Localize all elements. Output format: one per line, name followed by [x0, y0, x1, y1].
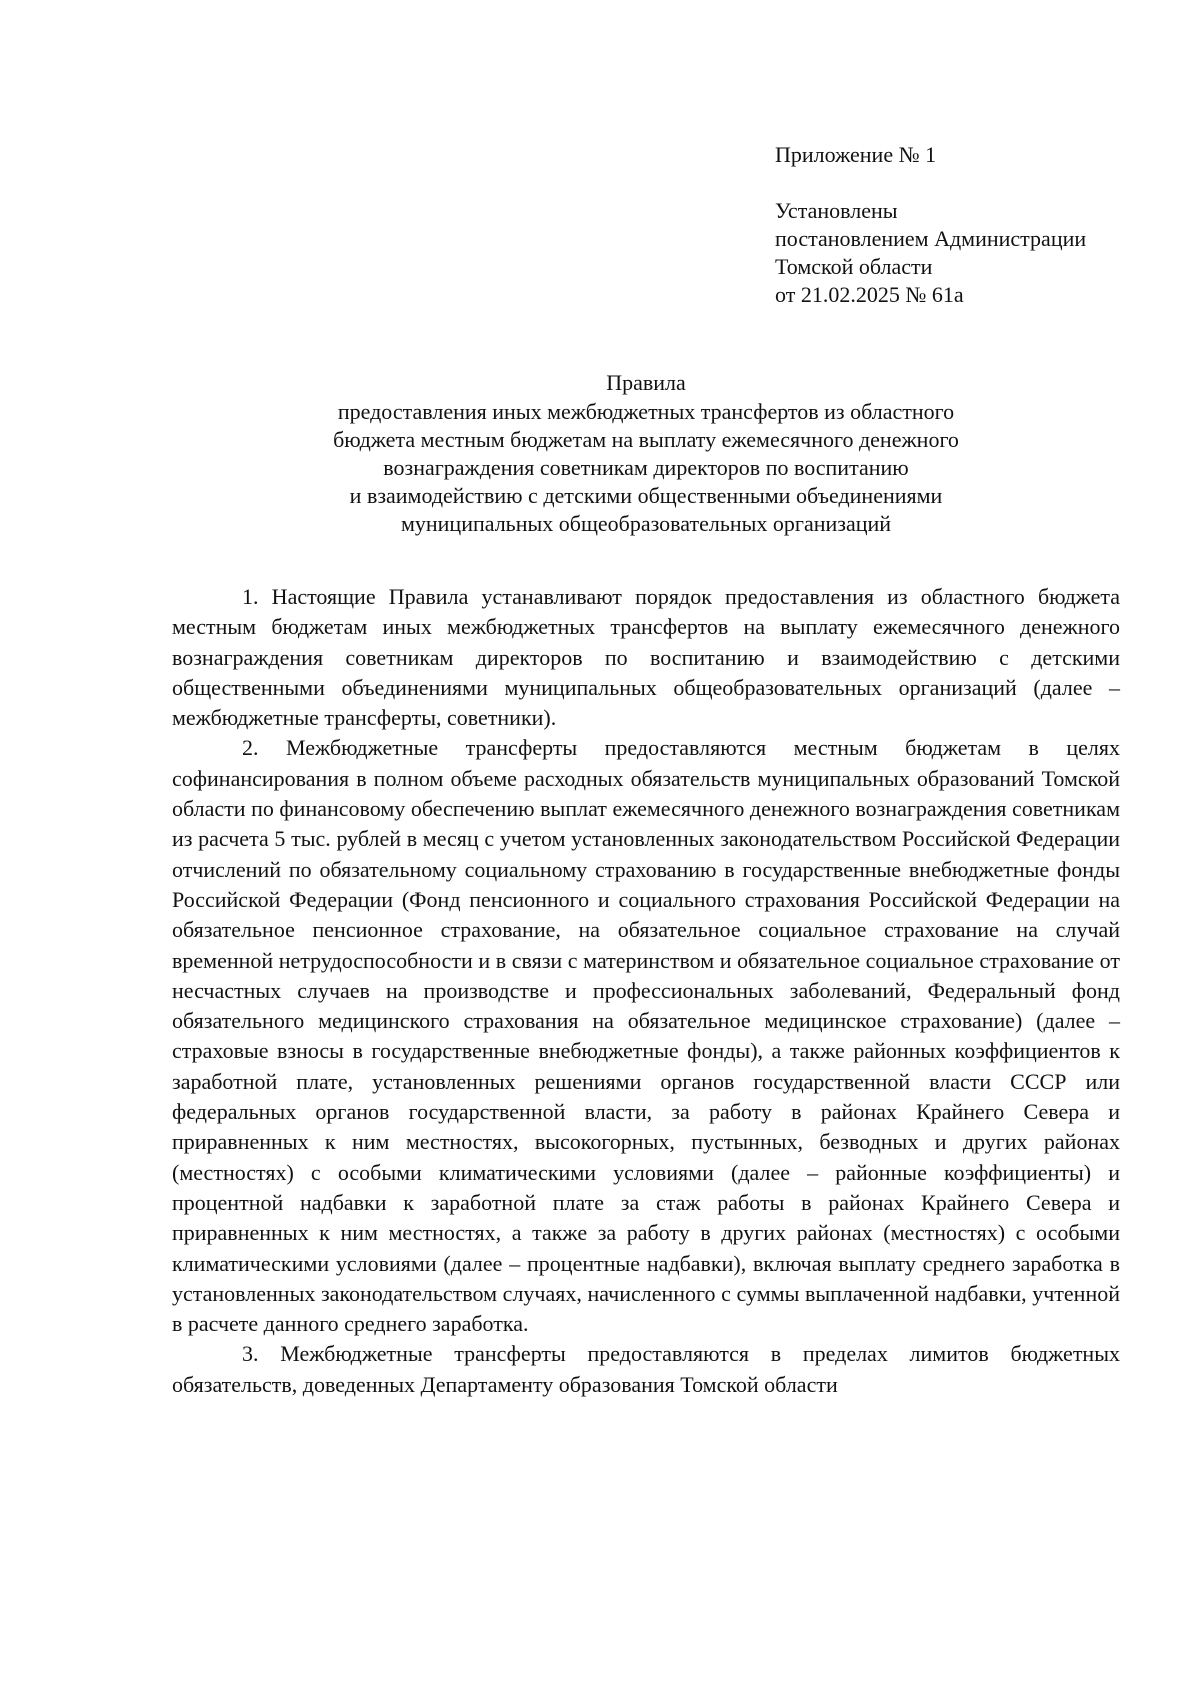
title-heading: Правила: [606, 370, 686, 395]
title-line: предоставления иных межбюджетных трансфертов из областного: [337, 399, 955, 424]
approval-block: [775, 141, 1175, 309]
document-title: [172, 369, 1120, 538]
paragraph-1: 1. Настоящие Правила устанавливают порядок предоставления из областного бюджета местным бюджетам иных межбюджетных трансфертов на выплату ежемесячного денежного вознаграждения советникам директоров по воспитанию и взаимодействию с детскими общественными объединениями муниципальных общеобразовательных организаций (далее – межбюджетные трансферты, советники).: [172, 584, 1120, 731]
paragraph-3: 3. Межбюджетные трансферты предоставляются в пределах лимитов бюджетных обязательств, доведенных Департаменту образования Томской области: [172, 1341, 1120, 1397]
approval-date-line: от 21.02.2025 № 61а: [775, 282, 964, 307]
document-body: [172, 582, 1120, 1400]
title-line: муниципальных общеобразовательных организаций: [400, 511, 892, 536]
title-line: вознаграждения советникам директоров по воспитанию: [383, 455, 909, 480]
title-line: и взаимодействию с детскими общественными объединениями: [349, 483, 943, 508]
approval-line: Установлены: [775, 198, 898, 223]
title-line: бюджета местным бюджетам на выплату ежемесячного денежного: [333, 427, 959, 452]
paragraph-2: 2. Межбюджетные трансферты предоставляются местным бюджетам в целях софинансирования в полном объеме расходных обязательств муниципальных образований Томской области по финансовому обеспечению выплат ежемесячного денежного вознаграждения советникам из расчета 5 тыс. рублей в месяц с учетом установленных законодательством Российской Федерации отчислений по обязательному социальному страхованию в государственные внебюджетные фонды Российской Федерации (Фонд пенсионного и социального страхования Российской Федерации на обязательное пенсионное страхование, на обязательное социальное страхование на случай временной нетрудоспособности и в связи с материнством и обязательное социальное страхование от несчастных случаев на производстве и профессиональных заболеваний, Федеральный фонд обязательного медицинского страхования на обязательное медицинское страхование) (далее – страховые взносы в государственные внебюджетные фонды), а также районных коэффициентов к заработной плате, установленных решениями органов государственной власти СССР или федеральных органов государственной власти, за работу в районах Крайнего Севера и приравненных к ним местностях, высокогорных, пустынных, безводных и других районах (местностях) с особыми климатическими условиями (далее – районные коэффициенты) и процентной надбавки к заработной плате за стаж работы в районах Крайнего Севера и приравненных к ним местностях, а также за работу в других районах (местностях) с особыми климатическими условиями (далее – процентные надбавки), включая выплату среднего заработка в установленных законодательством случаях, начисленного с суммы выплаченной надбавки, учтенной в расчете данного среднего заработка.: [172, 735, 1120, 1337]
annex-label: Приложение № 1: [775, 142, 937, 167]
approval-line: постановлением Администрации: [775, 226, 1087, 251]
approval-line: Томской области: [775, 254, 933, 279]
